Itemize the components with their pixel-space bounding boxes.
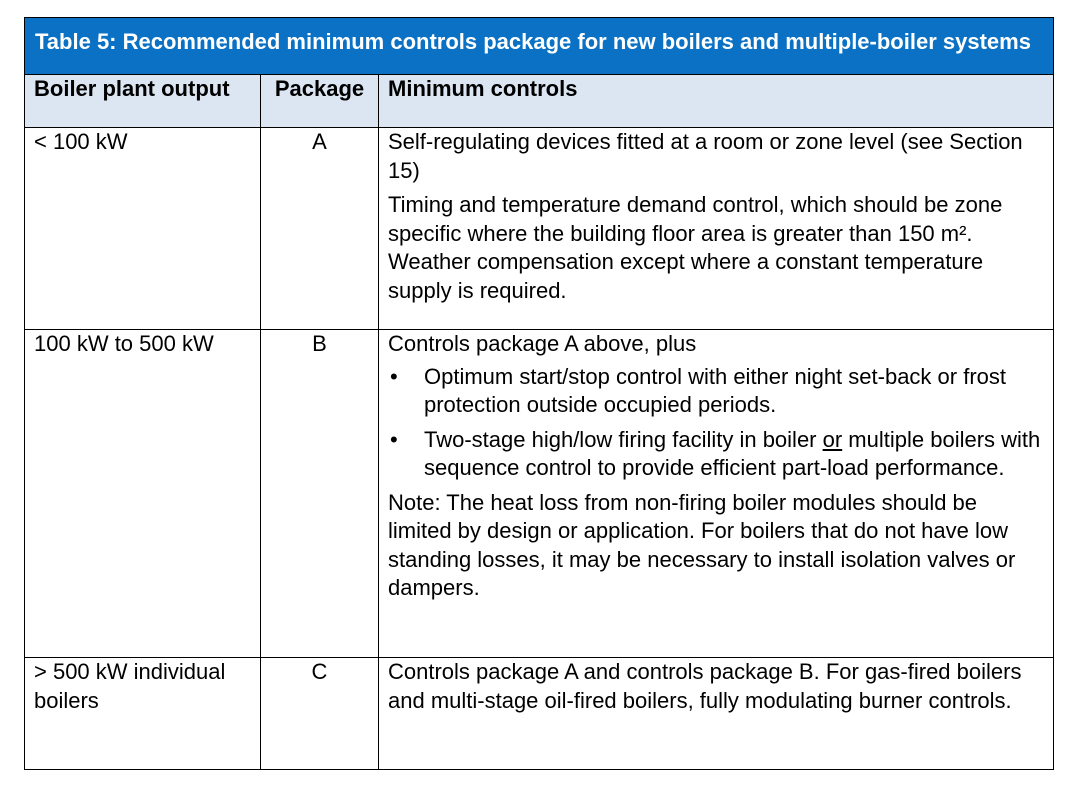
list-item xyxy=(388,426,1044,483)
bullet-icon: • xyxy=(390,426,398,452)
table-title: Table 5: Recommended minimum controls package for new boilers and multiple-boiler systems xyxy=(25,18,1054,75)
controls-paragraph: Self-regulating devices fitted at a room or zone level (see Section 15) xyxy=(388,129,1023,183)
bullet-icon: • xyxy=(390,363,398,389)
row-output-cell: > 500 kW individual boilers xyxy=(25,658,261,770)
controls-package-table xyxy=(24,17,1054,770)
row-controls-cell xyxy=(379,658,1054,770)
table-row xyxy=(25,330,1054,658)
header-boiler-plant-output: Boiler plant output xyxy=(25,75,261,128)
controls-paragraph: Timing and temperature demand control, which should be zone specific where the building floor area is greater than 150 m². Weather compensation except where a constant temperature supply is required. xyxy=(388,192,1003,303)
controls-bullet-list xyxy=(388,363,1044,483)
controls-note: Note: The heat loss from non-firing boiler modules should be limited by design or application. For boilers that do not have low standing losses, it may be necessary to install isolation valves or dampers. xyxy=(388,489,1016,600)
table-title-row xyxy=(25,18,1054,75)
row-output-cell: 100 kW to 500 kW xyxy=(25,330,261,658)
row-package-cell: A xyxy=(261,128,379,330)
bullet-text xyxy=(424,427,1040,481)
controls-paragraph: Controls package A and controls package B. For gas-fired boilers and multi-stage oil-fired boilers, fully modulating burner controls. xyxy=(388,659,1022,713)
bullet-text-after: multiple boilers with sequence control to provide efficient part-load performance. xyxy=(424,426,1041,480)
header-package: Package xyxy=(261,75,379,128)
row-package-cell: B xyxy=(261,330,379,658)
list-item xyxy=(388,363,1044,420)
row-output-cell: < 100 kW xyxy=(25,128,261,330)
controls-intro: Controls package A above, plus xyxy=(388,331,697,356)
table-row xyxy=(25,128,1054,330)
controls-table-container xyxy=(24,17,1053,770)
bullet-text: Optimum start/stop control with either night set-back or frost protection outside occupied periods. xyxy=(424,363,1007,417)
bullet-text-before: Two-stage high/low firing facility in boiler xyxy=(424,426,823,452)
header-minimum-controls: Minimum controls xyxy=(379,75,1054,128)
table-row xyxy=(25,658,1054,770)
table-header-row xyxy=(25,75,1054,128)
underlined-or: or xyxy=(822,426,843,452)
row-controls-cell xyxy=(379,128,1054,330)
row-controls-cell xyxy=(379,330,1054,658)
row-package-cell: C xyxy=(261,658,379,770)
